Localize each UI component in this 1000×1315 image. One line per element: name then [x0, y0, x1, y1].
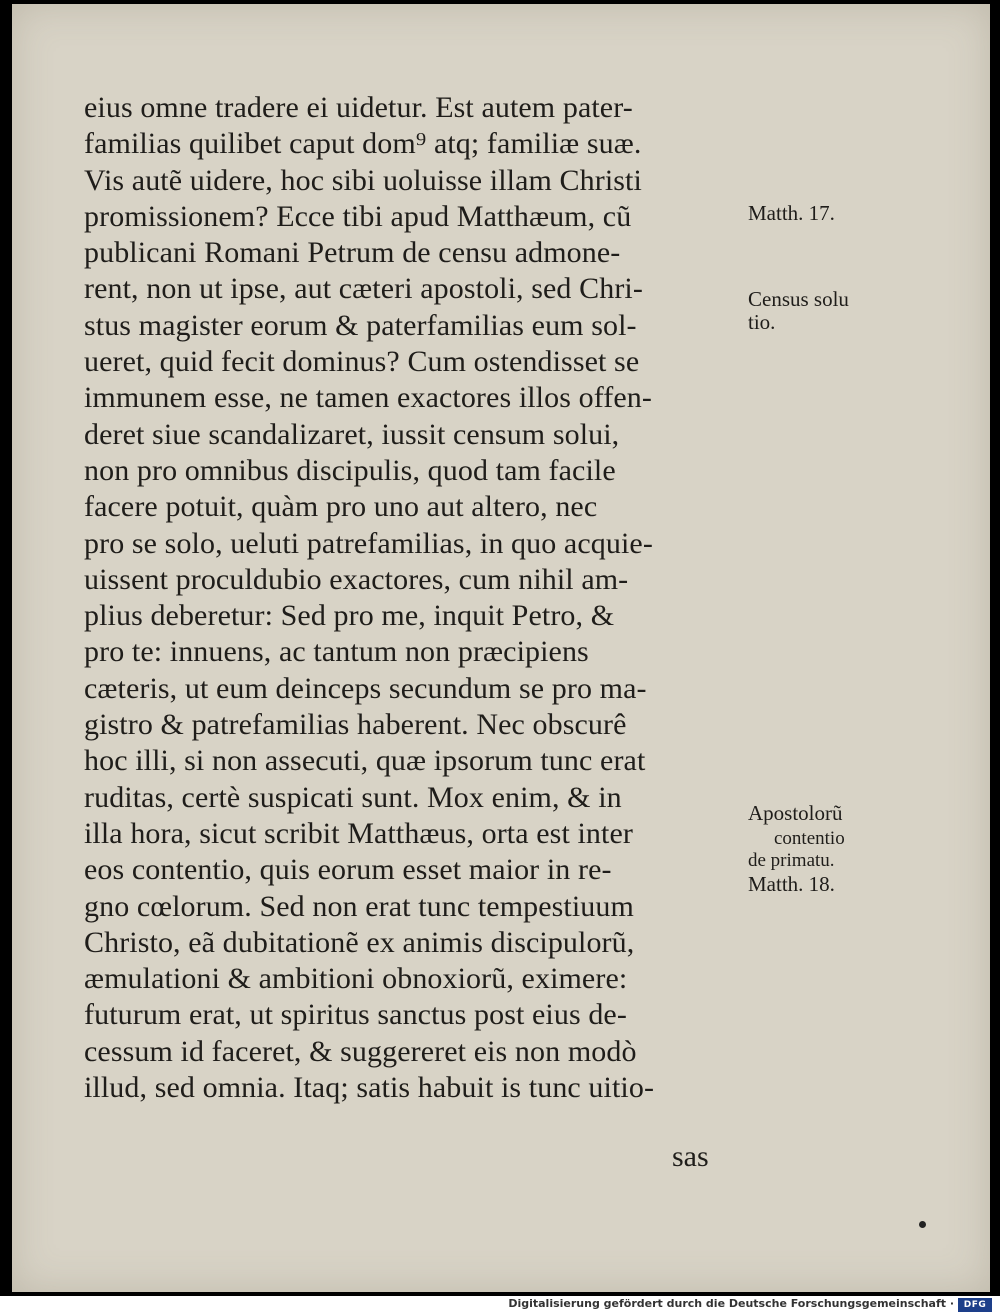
- text-line: publicani Romani Petrum de censu admone-: [84, 236, 621, 270]
- text-line: gistro & patrefamilias haberent. Nec obscurê: [84, 708, 627, 742]
- text-line: familias quilibet caput dom⁹ atq; familiæ suæ.: [84, 127, 642, 161]
- text-line: pro se solo, ueluti patrefamilias, in quo acquie-: [84, 526, 653, 560]
- book-page: [12, 4, 990, 1292]
- text-line: eius omne tradere ei uidetur. Est autem pater-: [84, 91, 633, 124]
- text-line: ruditas, certè suspicati sunt. Mox enim, & in: [84, 780, 622, 814]
- text-line: eos contentio, quis eorum esset maior in re-: [84, 853, 612, 887]
- text-line: uissent proculdubio exactores, cum nihil am-: [84, 562, 629, 596]
- text-line: stus magister eorum & paterfamilias eum sol-: [84, 308, 637, 342]
- margin-note-apostolorum-line-1: Apostolorũ: [748, 801, 843, 825]
- text-line: illa hora, sicut scribit Matthæus, orta est inter: [84, 816, 633, 850]
- text-line: Christo, eã dubitationẽ ex animis discipulorũ,: [84, 925, 635, 959]
- margin-note-apostolorum-line-2: contentio: [774, 828, 845, 849]
- text-line: illud, sed omnia. Itaq; satis habuit is tunc uitio-: [84, 1071, 655, 1105]
- text-line: plius deberetur: Sed pro me, inquit Petro, &: [84, 599, 615, 633]
- text-line: gno cœlorum. Sed non erat tunc tempestiuum: [84, 889, 634, 923]
- text-line: futurum erat, ut spiritus sanctus post eius de-: [84, 998, 627, 1032]
- footer-bar: [0, 1296, 1000, 1315]
- catchword: sas: [672, 1140, 709, 1173]
- text-line: ueret, quid fecit dominus? Cum ostendisset se: [84, 345, 640, 379]
- ink-dot: [919, 1221, 926, 1228]
- dfg-logo: DFG: [958, 1298, 992, 1312]
- margin-note-census-line-2: tio.: [748, 310, 776, 334]
- margin-note-matth-17: Matth. 17.: [748, 201, 835, 225]
- text-line: cessum id faceret, & suggereret eis non modò: [84, 1034, 637, 1068]
- text-line: facere potuit, quàm pro uno aut altero, nec: [84, 490, 598, 524]
- margin-note-census-line-1: Census solu: [748, 287, 849, 311]
- text-line: rent, non ut ipse, aut cæteri apostoli, sed Chri-: [84, 272, 643, 306]
- text-line: Vis autẽ uidere, hoc sibi uoluisse illam Christi: [84, 163, 642, 197]
- footer-funding-text: Digitalisierung gefördert durch die Deutsche Forschungsgemeinschaft ·: [508, 1297, 954, 1310]
- text-line: immunem esse, ne tamen exactores illos offen-: [84, 381, 652, 415]
- main-text-block: [84, 90, 744, 1106]
- text-line: cæteris, ut eum deinceps secundum se pro ma-: [84, 671, 647, 705]
- text-line: promissionem? Ecce tibi apud Matthæum, cũ: [84, 199, 632, 233]
- text-line: hoc illi, si non assecuti, quæ ipsorum tunc erat: [84, 744, 646, 778]
- margin-note-matth-18: Matth. 18.: [748, 872, 835, 896]
- text-line: æmulationi & ambitioni obnoxiorũ, eximere:: [84, 962, 628, 996]
- margin-note-apostolorum-line-3: de primatu.: [748, 850, 835, 871]
- text-line: pro te: innuens, ac tantum non præcipiens: [84, 635, 589, 669]
- text-line: non pro omnibus discipulis, quod tam facile: [84, 453, 616, 487]
- text-line: deret siue scandalizaret, iussit censum solui,: [84, 417, 620, 451]
